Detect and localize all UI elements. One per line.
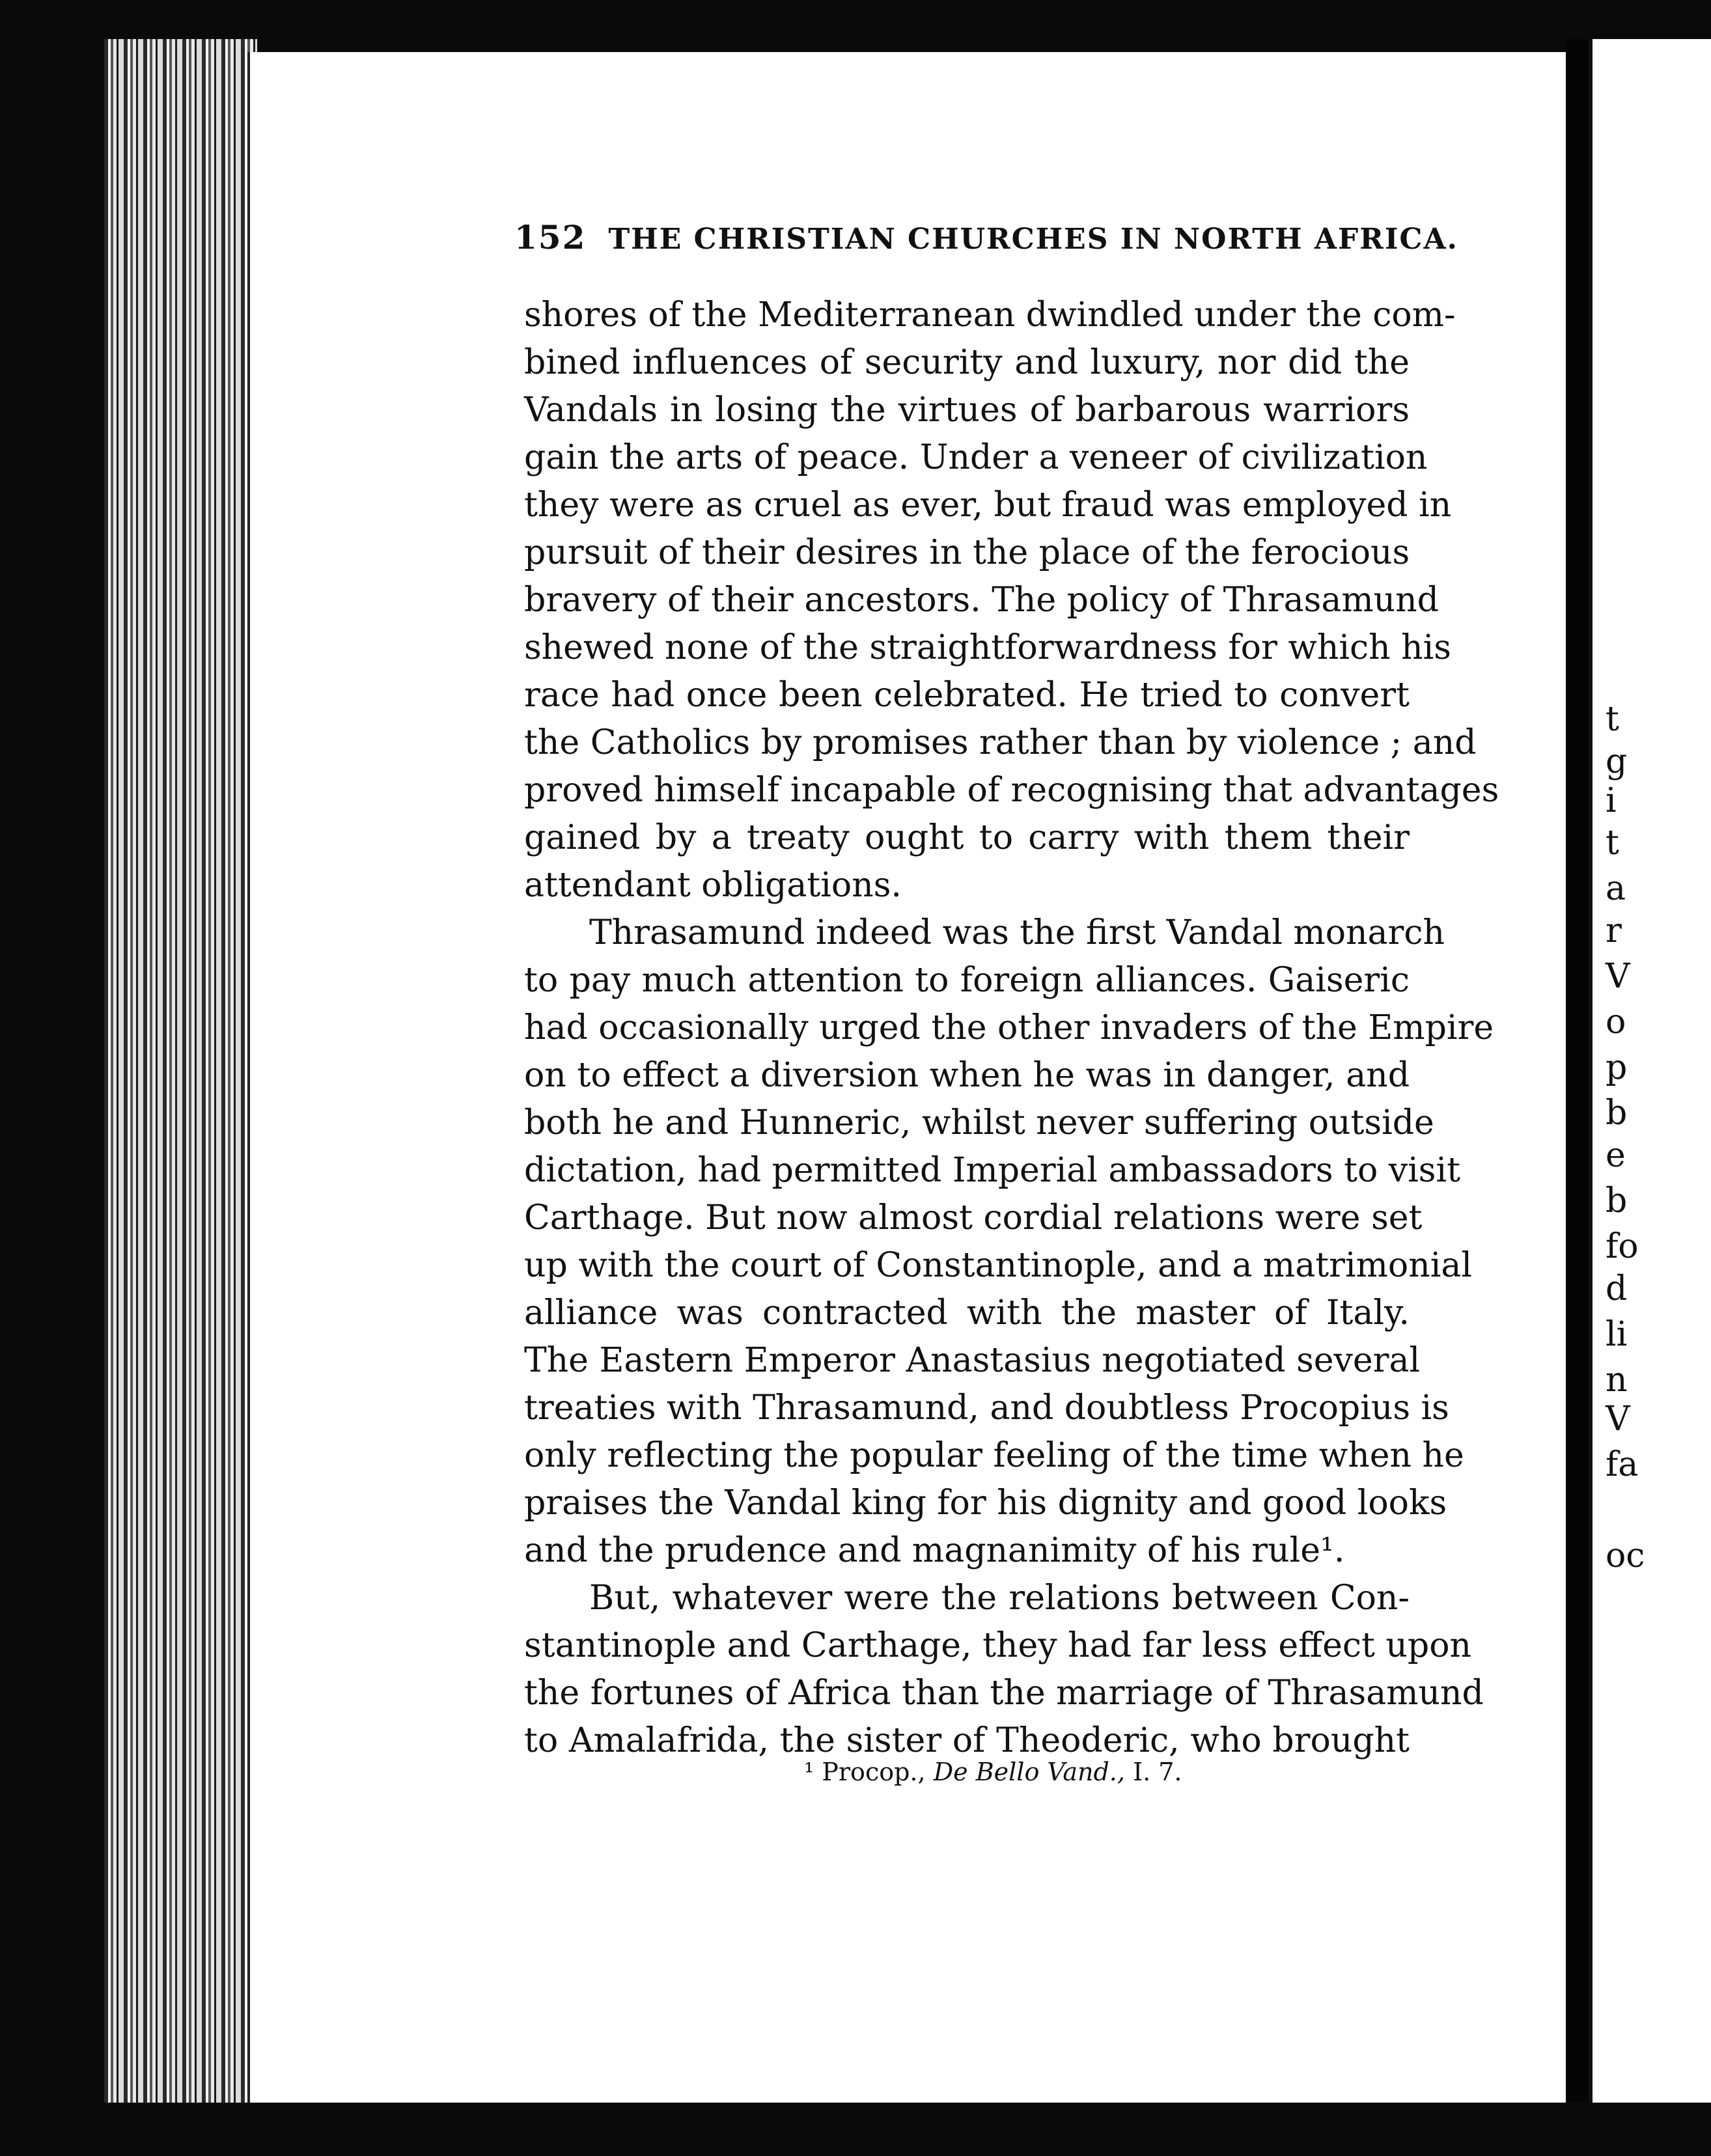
- facing-page-fragment: p: [1606, 1048, 1628, 1087]
- text-line: gained by a treaty ought to carry with them their: [524, 818, 1410, 857]
- page-number: 152: [514, 218, 587, 256]
- facing-page-fragment: r: [1606, 911, 1622, 950]
- running-title: THE CHRISTIAN CHURCHES IN NORTH AFRICA.: [608, 223, 1458, 256]
- footnote-source: Procop.,: [822, 1758, 926, 1786]
- facing-page-fragment: li: [1606, 1315, 1628, 1354]
- facing-page-fragment: g: [1606, 742, 1628, 781]
- facing-page-edge: [1589, 39, 1711, 2122]
- text-line: to Amalafrida, the sister of Theoderic, who brought: [524, 1721, 1410, 1760]
- text-line: Vandals in losing the virtues of barbarous warriors: [524, 391, 1410, 430]
- facing-page-fragment: oc: [1606, 1536, 1645, 1575]
- page-edges: [104, 39, 257, 2122]
- facing-page-fragment: e: [1606, 1136, 1626, 1175]
- text-line: on to effect a diversion when he was in danger, and: [524, 1056, 1410, 1095]
- text-line: proved himself incapable of recognising that advantages: [524, 771, 1499, 810]
- facing-page-fragment: t: [1606, 823, 1619, 863]
- footnote-work: De Bello Vand.,: [933, 1758, 1125, 1786]
- footnote: [804, 1758, 1182, 1786]
- text-line: and the prudence and magnanimity of his rule¹.: [524, 1531, 1345, 1570]
- text-line: only reflecting the popular feeling of the time when he: [524, 1436, 1464, 1475]
- text-line: bravery of their ancestors. The policy of Thrasamund: [524, 581, 1439, 620]
- facing-page-fragment: b: [1606, 1182, 1628, 1221]
- text-line: up with the court of Constantinople, and a matrimonial: [524, 1246, 1472, 1285]
- scan-bottom-border: [0, 2103, 1711, 2156]
- text-line: alliance was contracted with the master of Italy.: [524, 1293, 1410, 1333]
- facing-page-fragment: o: [1606, 1002, 1626, 1042]
- text-line: But, whatever were the relations between Con-: [589, 1579, 1410, 1618]
- text-line: stantinople and Carthage, they had far less effect upon: [524, 1626, 1472, 1665]
- text-line: both he and Hunneric, whilst never suffering outside: [524, 1103, 1434, 1142]
- facing-page-fragment: b: [1606, 1094, 1628, 1133]
- text-line: attendant obligations.: [524, 866, 902, 905]
- text-line: The Eastern Emperor Anastasius negotiated several: [524, 1341, 1421, 1380]
- text-line: dictation, had permitted Imperial ambassadors to visit: [524, 1151, 1461, 1190]
- facing-page-fragment: V: [1606, 1400, 1630, 1439]
- facing-page-fragment: fo: [1606, 1227, 1639, 1266]
- text-line: the Catholics by promises rather than by violence ; and: [524, 723, 1477, 762]
- text-line: Carthage. But now almost cordial relations were set: [524, 1198, 1423, 1237]
- text-line: the fortunes of Africa than the marriage of Thrasamund: [524, 1674, 1484, 1713]
- facing-page-fragment: n: [1606, 1361, 1628, 1400]
- text-line: to pay much attention to foreign alliances. Gaiseric: [524, 961, 1410, 1000]
- text-line: treaties with Thrasamund, and doubtless Procopius is: [524, 1389, 1449, 1428]
- text-line: pursuit of their desires in the place of the ferocious: [524, 533, 1410, 572]
- text-line: Thrasamund indeed was the first Vandal monarch: [589, 913, 1445, 952]
- text-line: race had once been celebrated. He tried to convert: [524, 676, 1410, 715]
- facing-page-fragment: V: [1606, 957, 1630, 996]
- scan-left-border: [0, 0, 104, 2156]
- text-line: they were as cruel as ever, but fraud was employed in: [524, 486, 1452, 525]
- text-line: shores of the Mediterranean dwindled under the com-: [524, 296, 1456, 335]
- footnote-ref: I. 7.: [1133, 1758, 1182, 1786]
- facing-page-fragment: d: [1606, 1269, 1628, 1308]
- facing-page-fragment: i: [1606, 781, 1617, 820]
- text-line: praises the Vandal king for his dignity and good looks: [524, 1484, 1447, 1523]
- text-line: gain the arts of peace. Under a veneer of civilization: [524, 438, 1428, 477]
- text-line: bined influences of security and luxury, nor did the: [524, 343, 1410, 382]
- facing-page-fragment: a: [1606, 869, 1626, 908]
- running-head: [514, 218, 1458, 256]
- text-line: shewed none of the straightforwardness for which his: [524, 628, 1451, 667]
- text-line: had occasionally urged the other invaders of the Empire: [524, 1008, 1494, 1047]
- body-text: [524, 292, 1499, 1765]
- footnote-marker: ¹: [804, 1758, 814, 1786]
- facing-page-fragment: t: [1606, 700, 1619, 739]
- facing-page-fragment: fa: [1606, 1445, 1639, 1484]
